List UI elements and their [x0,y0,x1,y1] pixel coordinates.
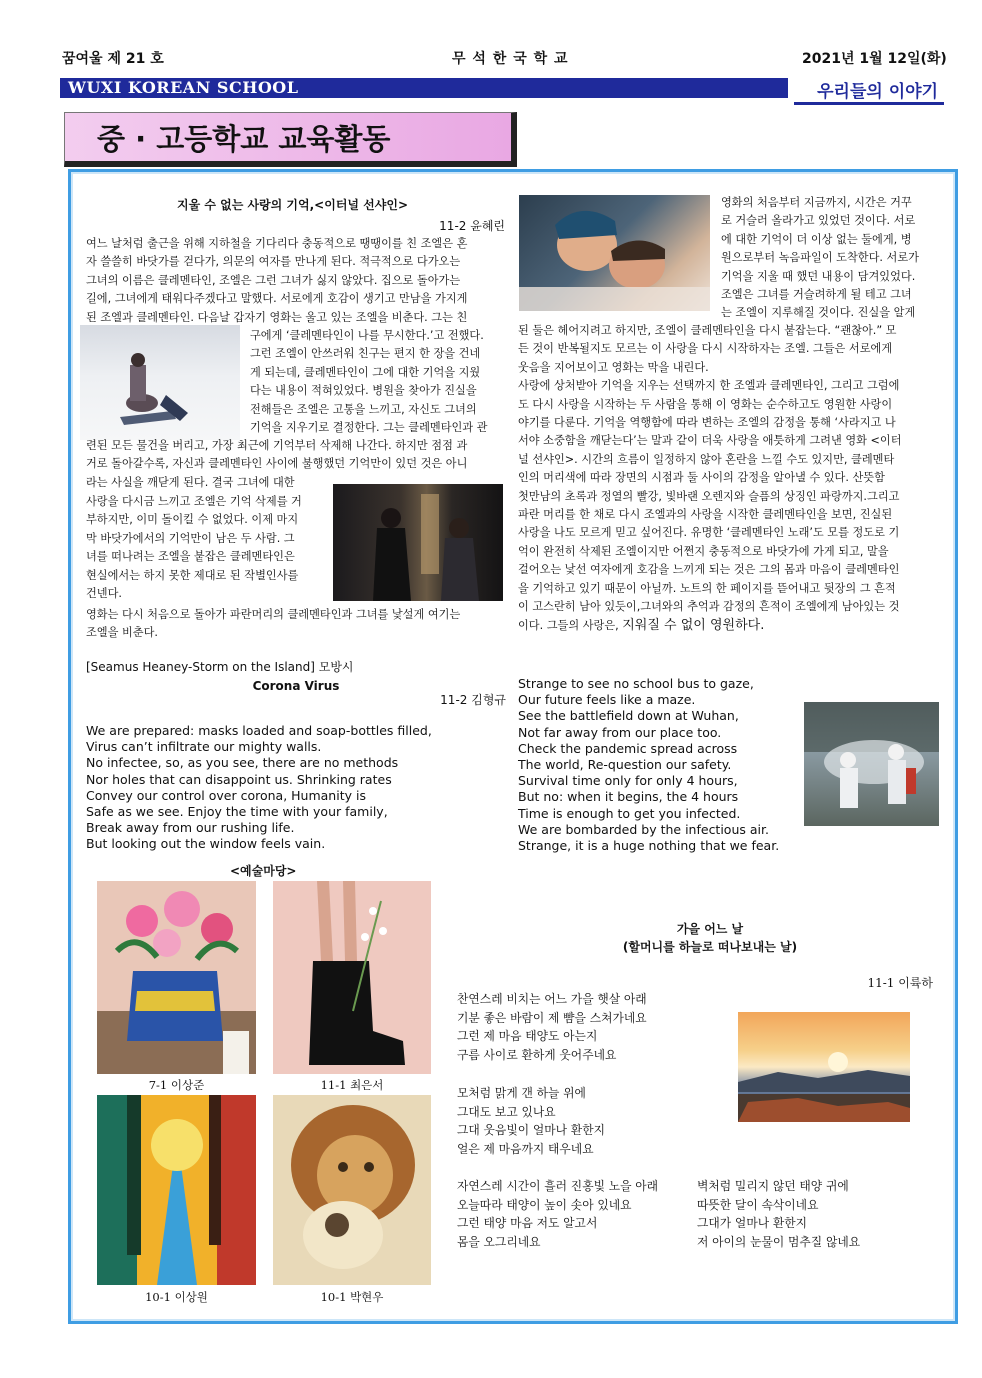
text-line: 억이 완전히 삭제된 조엘이지만 어쩐지 충동적으로 바닷가에 가게 되고, 말을 [518,544,889,558]
poem-ko-author: 11-1 이륙하 [867,976,933,990]
poem-line: Strange, it is a huge nothing that we fear. [518,838,780,854]
hallway-scene-figures [333,484,503,601]
poem-ko-subtitle: (할머니를 하늘로 떠나보내는 날) [622,940,798,954]
text-line: 길에, 그녀에게 태워다주겠다고 말했다. 서로에게 호감이 생기고 만남을 가지게 [86,292,468,306]
poem-line: Survival time only for only 4 hours, [518,773,738,789]
poem-en-right [518,676,798,854]
disinfection-image [804,702,939,826]
school-name-en: WUXI KOREAN SCHOOL [68,78,299,97]
article-left-end [86,606,504,643]
text-line: 전해들은 조엘은 고통을 느끼고, 자신도 그녀의 [250,402,477,416]
poem-line: 모처럼 맑게 갠 하늘 위에 [457,1086,586,1100]
poem-line: 따뜻한 달이 속삭이네요 [697,1197,819,1212]
text-line: 건넨다. [86,587,122,601]
page-title-box [64,112,517,167]
text-line: 든 것이 반복될지도 모르는 이 사랑을 다시 시작하자는 조엘. 그들은 서로에게 [518,342,893,356]
text-line: 이 고스란히 남아 있듯이,그녀와의 추억과 감정의 흔적이 조엘에게 남아있는 것 [518,600,900,614]
text-line: 기억을 지우기로 결정한다. 그는 클레멘타인과 관 [250,421,488,435]
text-line: 된 둘은 헤어지려고 하지만, 조엘이 클레멘타인을 다시 붙잡는다. “괜찮아.” 모 [518,324,897,337]
sunset-shapes [738,1012,910,1122]
text-line: 원으로부터 녹음파일이 도착한다. 서로가 [721,251,919,265]
poem-line: Not far away from our place too. [518,724,722,740]
article-right-wrap [721,194,932,323]
poem-line: Check the pandemic spread across [518,740,738,756]
art-forest-shapes [97,1095,256,1285]
poem-ko-title: 가을 어느 날 [676,922,744,936]
poem-en-title: Corona Virus [252,679,340,693]
text-line: 에 대한 기억이 더 이상 없는 둘에게, 병 [721,232,912,246]
poem-line: The world, Re-question our safety. [518,757,732,773]
text-line: 부하지만, 이미 돌이킬 수 없었다. 이제 마지 [86,513,299,527]
snow-scene-figure [80,325,240,440]
text-line: 현실에서는 하지 못한 제대로 된 작별인사를 [86,568,299,582]
poem-ko-stanza-3 [457,1177,697,1251]
text-line: 그녀의 이름은 클레멘타인, 조엘은 그런 그녀가 싫지 않았다. 집으로 돌아가는 [86,273,461,287]
poem-line: See the battlefield down at Wuhan, [518,708,739,724]
text-line: 인의 머리색에 따라 장면의 시점과 둘 사이의 감정을 알아낼 수 있다. 산뜻함 [518,471,885,485]
page-title: 중 · 고등학교 교육활동 [97,122,391,156]
issue-date: 2021년 1월 12일(화) [802,51,947,67]
art-caption: 10-1 이상원 [145,1290,208,1304]
poem-line: 그대 웃음빛이 얼마나 환한지 [457,1123,605,1138]
poem-line: We are prepared: masks loaded and soap-bottles filled, [86,723,432,738]
section-title: 우리들의 이야기 [817,82,938,102]
poem-en-left [86,723,506,853]
closing-text: 이다. 그들의 사랑은, [518,618,623,632]
art-lion-shapes [273,1095,431,1285]
poem-line: 구름 사이로 환하게 웃어주네요 [457,1047,617,1062]
poem-line: 그대도 보고 있나요 [457,1104,556,1119]
text-line: 여느 날처럼 출근을 위해 지하철을 기다리다 충동적으로 땡땡이를 친 조엘은 혼 [86,237,468,250]
text-line: 널 선샤인>. 시간의 흐름이 일정하지 않아 혼란을 느낄 수도 있지만, 클레멘타 [518,452,895,466]
text-line: 사랑에 상처받아 기억을 지우는 선택까지 한 조엘과 클레멘타인, 그리고 그럼에 [518,379,900,393]
text-line: 도 다시 사랑을 시작하는 두 사람을 통해 이 영화는 순수하고도 영원한 사랑이 [518,397,893,411]
poem-line: We are bombarded by the infectious air. [518,821,769,837]
poem-en-author: 11-2 김형규 [440,693,506,707]
art-boot-shapes [273,881,431,1074]
section-banner [794,72,944,105]
text-line: 그런 조엘이 안쓰러워 친구는 편지 한 장을 건네 [250,347,481,361]
text-line: 조엘은 그녀를 거슬려하게 될 테고 그녀 [721,288,912,302]
text-line: 사랑을 나도 모르게 믿고 싶어진다. 유명한 ‘클레멘타인 노래’도 모를 정도로 기 [518,526,900,540]
poem-line: Strange to see no school bus to gaze, [518,676,754,691]
poem-line: 찬연스레 비치는 어느 가을 햇살 아래 [457,992,647,1006]
poem-ko-stanza-4 [697,1177,937,1251]
poem-line: 벽처럼 밀리지 않던 태양 귀에 [697,1179,849,1193]
poem-ko-stanza-2 [457,1084,727,1158]
text-line: 게 되는데, 클레멘타인이 그에 대한 기억을 지웠 [250,365,481,379]
poem-line: 그대가 얼마나 환한지 [697,1216,808,1231]
text-line: 첫만남의 초록과 정열의 빨강, 빛바랜 오렌지와 슬픔의 상징인 파랑까지.그리고 [518,489,900,503]
poem-line: 저 아이의 눈물이 멈추질 않네요 [697,1234,861,1249]
poem-line: 오늘따라 태양이 높이 솟아 있네요 [457,1197,632,1212]
poem-line: 기분 좋은 바람이 제 뺨을 스쳐가네요 [457,1010,647,1025]
text-line: 웃음을 지어보이고 영화는 막을 내린다. [518,360,709,374]
disinfection-figures [804,702,939,826]
text-line: 걸어오는 낯선 여자에게 호감을 느끼게 되는 것은 그의 몸과 마음이 클레멘타인 [518,563,900,577]
text-line: 서야 소중함을 깨닫는다’는 말과 같이 더욱 사랑을 애틋하게 그려낸 영화 <이터 [518,434,902,448]
poem-line: Convey our control over corona, Humanity is [86,787,366,803]
art-boot-photo [273,881,431,1074]
text-line: 막 바닷가에서의 기억만이 남은 두 사람. 그 [86,531,295,545]
issue-number: 꿈여울 제 21 호 [62,51,164,67]
article-title: 지울 수 없는 사랑의 기억,<이터널 선샤인> [176,198,409,212]
poem-line: Nor holes that can disappoint us. Shrinking rates [86,771,392,787]
poem-line: 자연스레 시간이 흘러 진홍빛 노을 아래 [457,1179,659,1193]
poem-line: Our future feels like a maze. [518,692,696,708]
closing-line [518,617,932,635]
poem-ko-stanza-1 [457,990,727,1064]
poem-line: Time is enough to get you infected. [518,805,741,821]
art-heading: <예술마당> [230,864,297,878]
hallway-scene-image [333,484,503,601]
art-flowers-painting [97,881,256,1074]
couple-scene-figures [519,195,710,311]
art-caption: 11-1 최은서 [320,1078,384,1092]
poem-line: 얼은 제 마음까지 태우네요 [457,1141,594,1156]
text-line: 는 조엘이 지루해질 것이다. 진실을 알게 [721,306,916,320]
text-line: 조엘을 비춘다. [86,626,158,640]
poem-line: But no: when it begins, the 4 hours [518,789,739,805]
text-line: 구에게 ‘클레멘타인이 나를 무시한다.’고 전했다. [250,329,484,342]
text-line: 로 거슬러 올라가고 있었던 것이다. 서로 [721,214,916,228]
poem-line: 몸을 오그리네요 [457,1234,541,1249]
poem-line: Break away from our rushing life. [86,820,295,836]
art-caption: 10-1 박현우 [320,1290,384,1304]
closing-emphasis: 지워질 수 없이 영원하다. [622,617,765,633]
text-line: 야기를 다룬다. 기억을 역행함에 따라 변하는 조엘의 감정을 통해 ‘사라지고 나 [518,416,896,430]
article-right-body [518,322,932,635]
sunset-image [738,1012,910,1122]
poem-source: [Seamus Heaney-Storm on the Island] 모방시 [86,660,354,674]
article-left-wrap2 [86,493,326,603]
poem-line: Safe as we see. Enjoy the time with your family, [86,804,388,820]
article-author: 11-2 윤혜린 [439,219,505,233]
text-line: 녀를 떠나려는 조엘을 붙잡은 클레멘타인은 [86,550,295,564]
poem-line: 그런 제 마음 태양도 아는지 [457,1029,598,1044]
text-line: 라는 사실을 깨닫게 된다. 결국 그녀에 대한 [86,475,295,489]
text-line: 된 조엘과 클레멘타인. 다음날 갑자기 영화는 울고 있는 조엘을 비춘다. 그는 친 [86,310,468,324]
text-line: 거로 돌아갈수록, 자신과 클레멘타인 사이에 불행했던 기억만이 있던 것은 아니 [86,457,468,471]
couple-scene-image [519,195,710,311]
text-line: 파란 머리를 한 채로 다시 조엘과의 사랑을 시작한 클레멘타인을 보면, 진실된 [518,508,893,522]
school-name: 무 석 한 국 학 교 [452,51,569,67]
poem-line: But looking out the window feels vain. [86,836,326,852]
text-line: 다는 내용이 적혀있었다. 병원을 찾아가 진실을 [250,384,477,398]
article-left-intro [86,235,504,327]
text-line: 영화의 처음부터 지금까지, 시간은 거꾸 [721,196,912,209]
text-line: 자 쓸쓸히 바닷가를 걷다가, 의문의 여자를 만나게 된다. 적극적으로 다가오는 [86,255,461,269]
text-line: 사랑을 다시금 느끼고 조엘은 기억 삭제를 거 [86,495,302,508]
article-left-wrap1 [250,327,504,437]
snow-scene-image [80,325,240,440]
text-line: 기억을 지울 때 했던 내용이 담겨있었다. [721,269,916,283]
text-line: 을 기억하고 있기 때문이 아닐까. 노트의 한 페이지를 뜯어내고 뒷장의 그 흔적 [518,581,896,595]
poem-line: No infectee, so, as you see, there are no methods [86,755,399,771]
art-lion-painting [273,1095,431,1285]
school-banner [60,78,788,98]
text-line: 련된 모든 물건을 버리고, 가장 최근에 기억부터 삭제해 나간다. 하지만 점점 과 [86,439,468,452]
poem-line: 그런 태양 마음 저도 알고서 [457,1216,598,1231]
art-forest-painting [97,1095,256,1285]
art-caption: 7-1 이상준 [148,1078,205,1092]
poem-line: Virus can’t infiltrate our mighty walls. [86,739,322,755]
art-flowers-shapes [97,881,256,1074]
text-line: 영화는 다시 처음으로 돌아가 파란머리의 클레멘타인과 그녀를 낯설게 여기는 [86,608,461,621]
